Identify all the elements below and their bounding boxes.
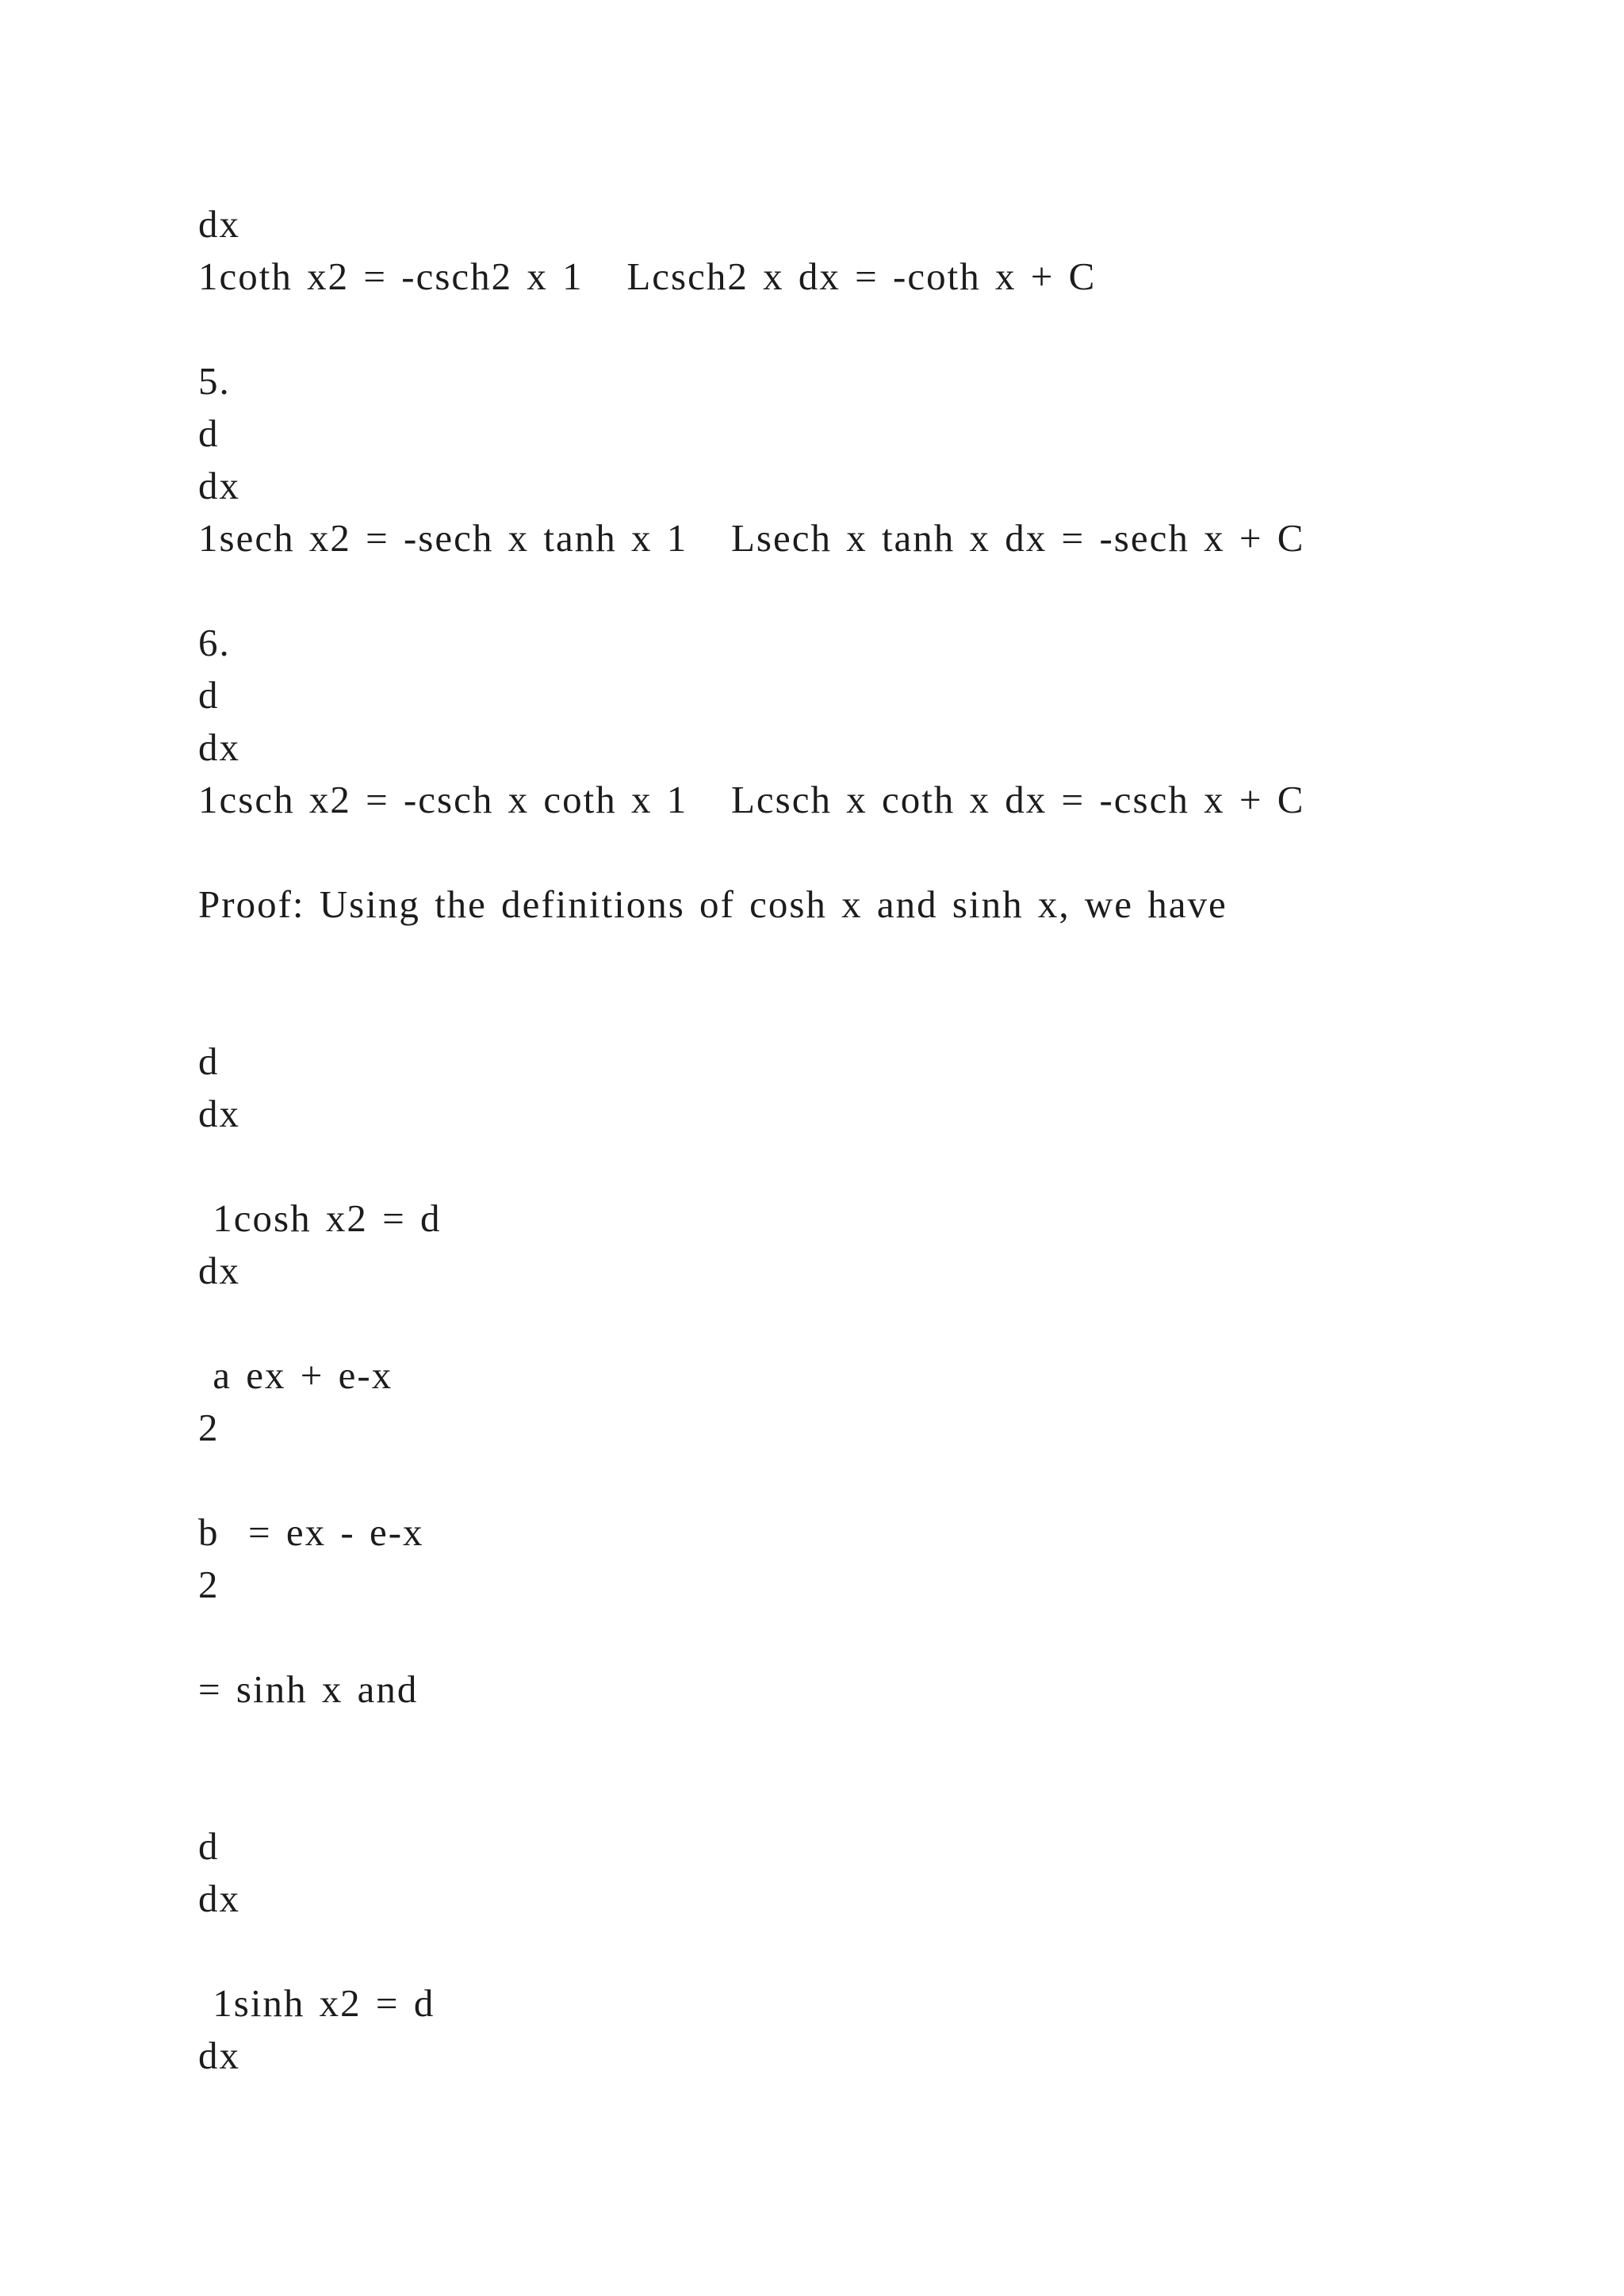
- text-line: 5.: [198, 359, 231, 403]
- text-line: 1csch x2 = -csch x coth x 1 Lcsch x coth x dx = -csch x + C: [198, 778, 1305, 821]
- text-line: 1sinh x2 = d: [198, 1981, 435, 2025]
- text-line: dx: [198, 725, 240, 769]
- text-line: 1cosh x2 = d: [198, 1196, 442, 1240]
- text-line: 1sech x2 = -sech x tanh x 1 Lsech x tanh x dx = -sech x + C: [198, 516, 1305, 560]
- text-line: a ex + e-x: [198, 1353, 393, 1397]
- text-line: dx: [198, 1249, 240, 1292]
- text-line: dx: [198, 464, 240, 507]
- text-line: dx: [198, 1092, 240, 1135]
- text-line: dx: [198, 202, 240, 246]
- text-line: Proof: Using the definitions of cosh x and sinh x, we have: [198, 882, 1228, 926]
- text-line: d: [198, 1824, 220, 1868]
- text-line: = sinh x and: [198, 1667, 419, 1711]
- text-line: 6.: [198, 621, 231, 664]
- text-line: dx: [198, 2034, 240, 2077]
- text-line: 1coth x2 = -csch2 x 1 Lcsch2 x dx = -coth x + C: [198, 254, 1097, 298]
- text-line: d: [198, 1039, 220, 1083]
- text-line: dx: [198, 1877, 240, 1920]
- text-line: 2: [198, 1563, 220, 1606]
- text-line: d: [198, 673, 220, 717]
- text-line: 2: [198, 1406, 220, 1449]
- text-line: d: [198, 411, 220, 455]
- text-line: b = ex - e-x: [198, 1510, 424, 1554]
